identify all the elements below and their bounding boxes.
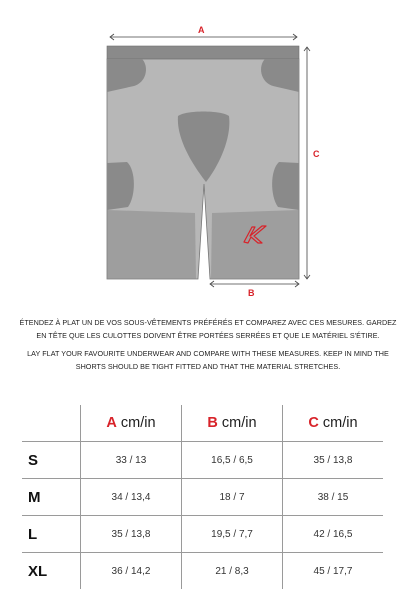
table-header-b: [182, 405, 283, 442]
header-unit: cm/in: [319, 415, 358, 431]
table-row: [22, 442, 383, 479]
size-label: L: [22, 516, 81, 553]
size-label: S: [22, 442, 81, 479]
instructions-french: ÉTENDEZ À PLAT UN DE VOS SOUS-VÊTEMENTS PRÉFÉRÉS ET COMPAREZ AVEC CES MESURES. GARDEZ EN TÊTE QUE LES CULOTTES DOIVENT ÊTRE PORTÉES SERRÉES ET QUE LE MATÉRIEL S'ÉTIRE.: [14, 317, 402, 342]
cell-a: 33 / 13: [81, 442, 182, 479]
instructions-english: LAY FLAT YOUR FAVOURITE UNDERWEAR AND COMPARE WITH THESE MEASURES. KEEP IN MIND THE SHORTS SHOULD BE TIGHT FITTED AND THAT THE MATERIAL STRETCHES.: [14, 348, 402, 373]
cell-a: 34 / 13,4: [81, 479, 182, 516]
table-header-a: [81, 405, 182, 442]
cell-c: 35 / 13,8: [283, 442, 384, 479]
measurement-c-letter: C: [313, 149, 320, 159]
table-header-c: [283, 405, 384, 442]
cell-c: 45 / 17,7: [283, 553, 384, 589]
cell-b: 21 / 8,3: [182, 553, 283, 589]
cell-a: 36 / 14,2: [81, 553, 182, 589]
cell-b: 18 / 7: [182, 479, 283, 516]
size-chart-table: [22, 405, 383, 589]
header-letter: C: [308, 415, 318, 431]
table-header-size: [22, 405, 81, 442]
measurement-a-letter: A: [198, 25, 205, 35]
measurement-c-arrow: [304, 47, 310, 279]
table-row: [22, 553, 383, 589]
table-header-row: [22, 405, 383, 442]
measurement-b-letter: B: [248, 288, 255, 298]
header-unit: cm/in: [117, 415, 156, 431]
header-letter: B: [207, 415, 217, 431]
cell-c: 42 / 16,5: [283, 516, 384, 553]
header-letter: A: [106, 415, 116, 431]
header-unit: cm/in: [218, 415, 257, 431]
size-label: M: [22, 479, 81, 516]
shorts-illustration: [107, 46, 299, 279]
table-row: [22, 516, 383, 553]
cell-b: 16,5 / 6,5: [182, 442, 283, 479]
size-label: XL: [22, 553, 81, 589]
cell-a: 35 / 13,8: [81, 516, 182, 553]
cell-c: 38 / 15: [283, 479, 384, 516]
table-row: [22, 479, 383, 516]
measurement-b-arrow: [210, 281, 299, 287]
cell-b: 19,5 / 7,7: [182, 516, 283, 553]
